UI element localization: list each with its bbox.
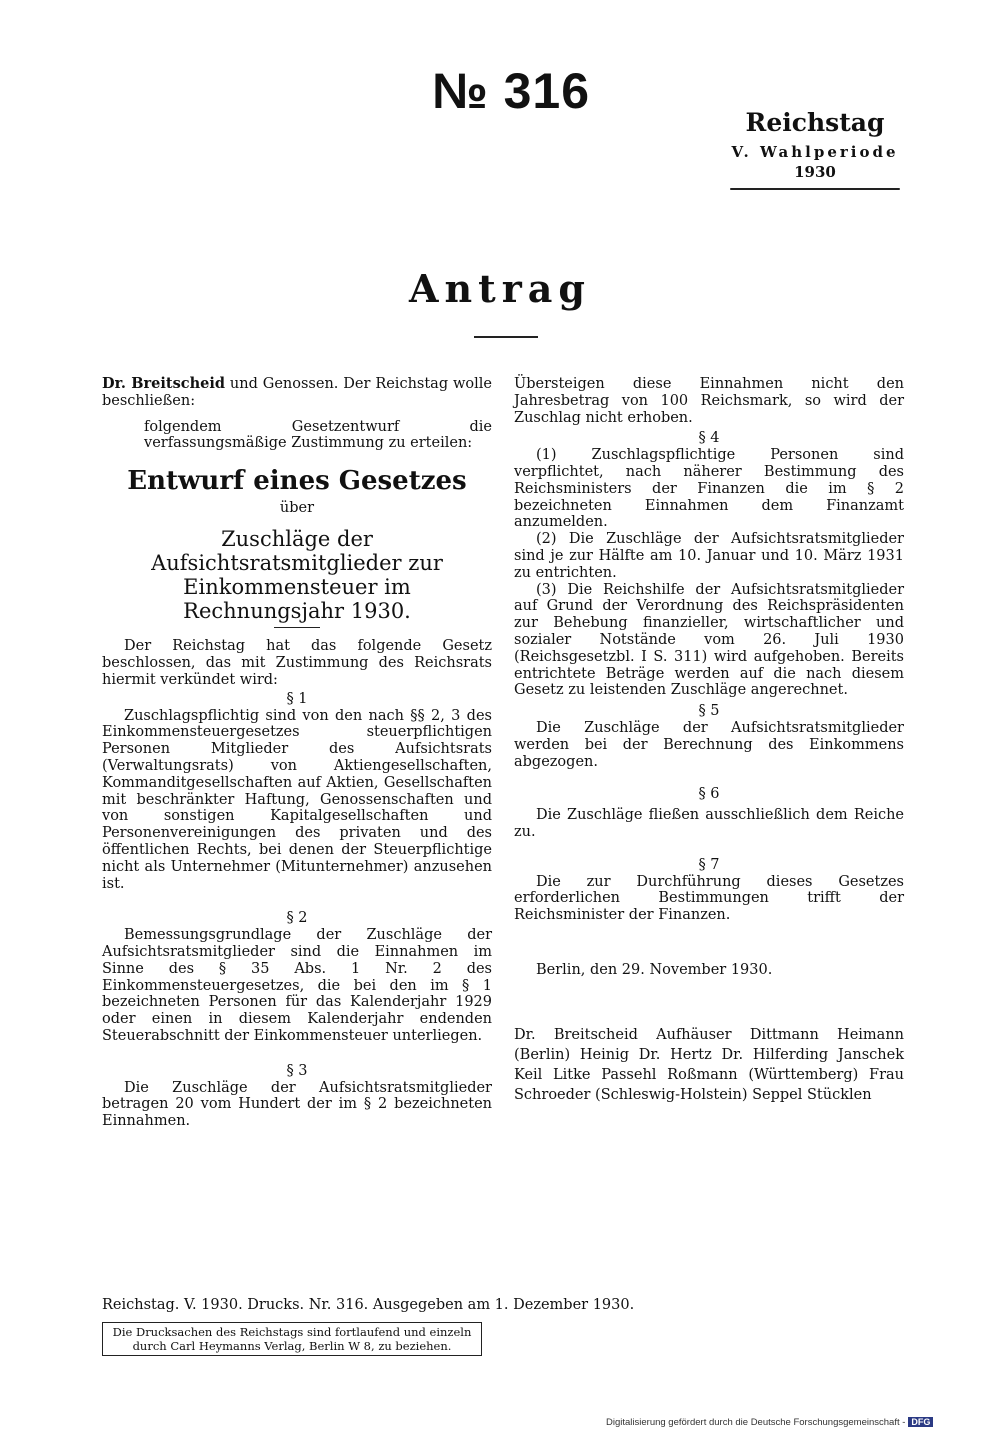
preamble: Der Reichstag hat das folgende Gesetz beschlossen, das mit Zustimmung des Reichsrats hiermit verkündet wird: bbox=[102, 638, 492, 689]
section-4-paragraph-1: (1) Zuschlagspflichtige Personen sind verpflichtet, nach näherer Bestimmung des Reichsministers der Finanzen die im § 2 bezeichneten Einnahmen dem Finanzamt anzumelden. bbox=[514, 447, 904, 531]
section-4-paragraph-3: (3) Die Reichshilfe der Aufsichtsratsmitglieder auf Grund der Verordnung des Reichspräsidenten zur Behebung finanzieller, wirtschaftlicher und sozialer Notstände vom 26. Juli 1930 (Reichsgesetzbl. I S. 311) wird aufgehoben. Bereits entrichtete Beträge werden auf die nach diesem Gesetz zu leistenden Zuschläge angerechnet. bbox=[514, 581, 904, 699]
signatories bbox=[514, 1025, 904, 1105]
signatory-line: (Berlin) Heinig Dr. Hertz Dr. Hilferding Janschek bbox=[514, 1046, 904, 1063]
section-7-text: Die zur Durchführung dieses Gesetzes erforderlichen Bestimmungen trifft der Reichsminister der Finanzen. bbox=[514, 873, 904, 924]
intro-name: Dr. Breitscheid bbox=[102, 375, 225, 392]
title-rule bbox=[474, 336, 538, 338]
law-subject: Zuschläge der Aufsichtsratsmitglieder zur Einkommensteuer im Rechnungsjahr 1930. bbox=[151, 526, 443, 623]
section-2-heading: § 2 bbox=[286, 910, 308, 927]
signatory-line: Dr. Breitscheid Aufhäuser Dittmann Heimann bbox=[514, 1026, 904, 1043]
distribution-note: Die Drucksachen des Reichstags sind fortlaufend und einzeln durch Carl Heymanns Verlag, Berlin W 8, zu beziehen. bbox=[102, 1322, 482, 1356]
page-title: Antrag bbox=[409, 266, 591, 311]
section-3-continuation: Übersteigen diese Einnahmen nicht den Jahresbetrag von 100 Reichsmark, so wird der Zuschlag nicht erhoben. bbox=[514, 376, 904, 426]
section-1-text: Zuschlagspflichtig sind von den nach §§ 2, 3 des Einkommensteuergesetzes steuerpflichtigen Personen Mitglieder des Aufsichtsrats (Verwaltungsrats) von Aktiengesellschaften, Kommanditgesellschaften auf Aktien, Gesellschaften mit beschränkter Haftung, Genossenschaften und von sonstigen Kapitalgesellschaften und Personenvereinigungen des privaten und des öffentlichen Rechts, bei denen der Steuerpflichtige nicht als Unternehmer (Mitunternehmer) anzusehen ist. bbox=[102, 707, 492, 892]
left-column bbox=[102, 376, 492, 1130]
section-1-heading: § 1 bbox=[286, 690, 308, 707]
wahlperiode: V. Wahlperiode bbox=[731, 143, 899, 161]
intro-paragraph bbox=[102, 376, 492, 410]
reichstag-title: Reichstag bbox=[745, 108, 885, 137]
section-4-heading: § 4 bbox=[698, 430, 720, 447]
reichstag-box bbox=[730, 108, 900, 181]
section-3-text: Die Zuschläge der Aufsichtsratsmitglieder betragen 20 vom Hundert der im § 2 bezeichneten Einnahmen. bbox=[102, 1079, 492, 1130]
dfg-logo: DFG bbox=[908, 1417, 933, 1427]
section-5-text: Die Zuschläge der Aufsichtsratsmitglieder werden bei der Berechnung des Einkommens abgezogen. bbox=[514, 719, 904, 770]
section-2-text: Bemessungsgrundlage der Zuschläge der Aufsichtsratsmitglieder sind die Einnahmen im Sinne des § 35 Abs. 1 Nr. 2 des Einkommensteuergesetzes, die bei den im § 1 bezeichneten Personen für das Kalenderjahr 1929 oder einen in diesem Kalenderjahr endenden Steuerabschnitt der Einkommensteuer unterliegen. bbox=[102, 927, 492, 1045]
section-3-heading: § 3 bbox=[286, 1062, 308, 1079]
section-6-heading: § 6 bbox=[698, 786, 720, 803]
place-date: Berlin, den 29. November 1930. bbox=[536, 961, 773, 978]
entwurf-heading: Entwurf eines Gesetzes bbox=[127, 466, 467, 497]
signatory-line: Keil Litke Passehl Roßmann (Württemberg) Frau bbox=[514, 1066, 904, 1083]
reichstag-rule bbox=[730, 188, 900, 190]
intro-instruction: folgendem Gesetzentwurf die verfassungsmäßige Zustimmung zu erteilen: bbox=[144, 418, 492, 452]
signatory-line: Schroeder (Schleswig-Holstein) Seppel Stücklen bbox=[514, 1086, 872, 1103]
ueber-label: über bbox=[279, 500, 315, 517]
year: 1930 bbox=[794, 163, 836, 181]
dfg-credit bbox=[606, 1417, 933, 1428]
section-4-paragraph-2: (2) Die Zuschläge der Aufsichtsratsmitglieder sind je zur Hälfte am 10. Januar und 10. März 1931 zu entrichten. bbox=[514, 531, 904, 581]
intro-rest: und Genossen. Der Reichstag wolle beschließen: bbox=[102, 376, 492, 409]
dfg-credit-text: Digitalisierung gefördert durch die Deutsche Forschungsgemeinschaft - bbox=[606, 1417, 906, 1428]
subject-rule bbox=[274, 627, 320, 629]
section-6-text: Die Zuschläge fließen ausschließlich dem Reiche zu. bbox=[514, 807, 904, 840]
document-number: № 316 bbox=[432, 63, 591, 119]
section-5-heading: § 5 bbox=[698, 703, 720, 720]
section-7-heading: § 7 bbox=[698, 856, 720, 873]
right-column bbox=[514, 376, 904, 1105]
print-info: Reichstag. V. 1930. Drucks. Nr. 316. Ausgegeben am 1. Dezember 1930. bbox=[102, 1297, 635, 1313]
